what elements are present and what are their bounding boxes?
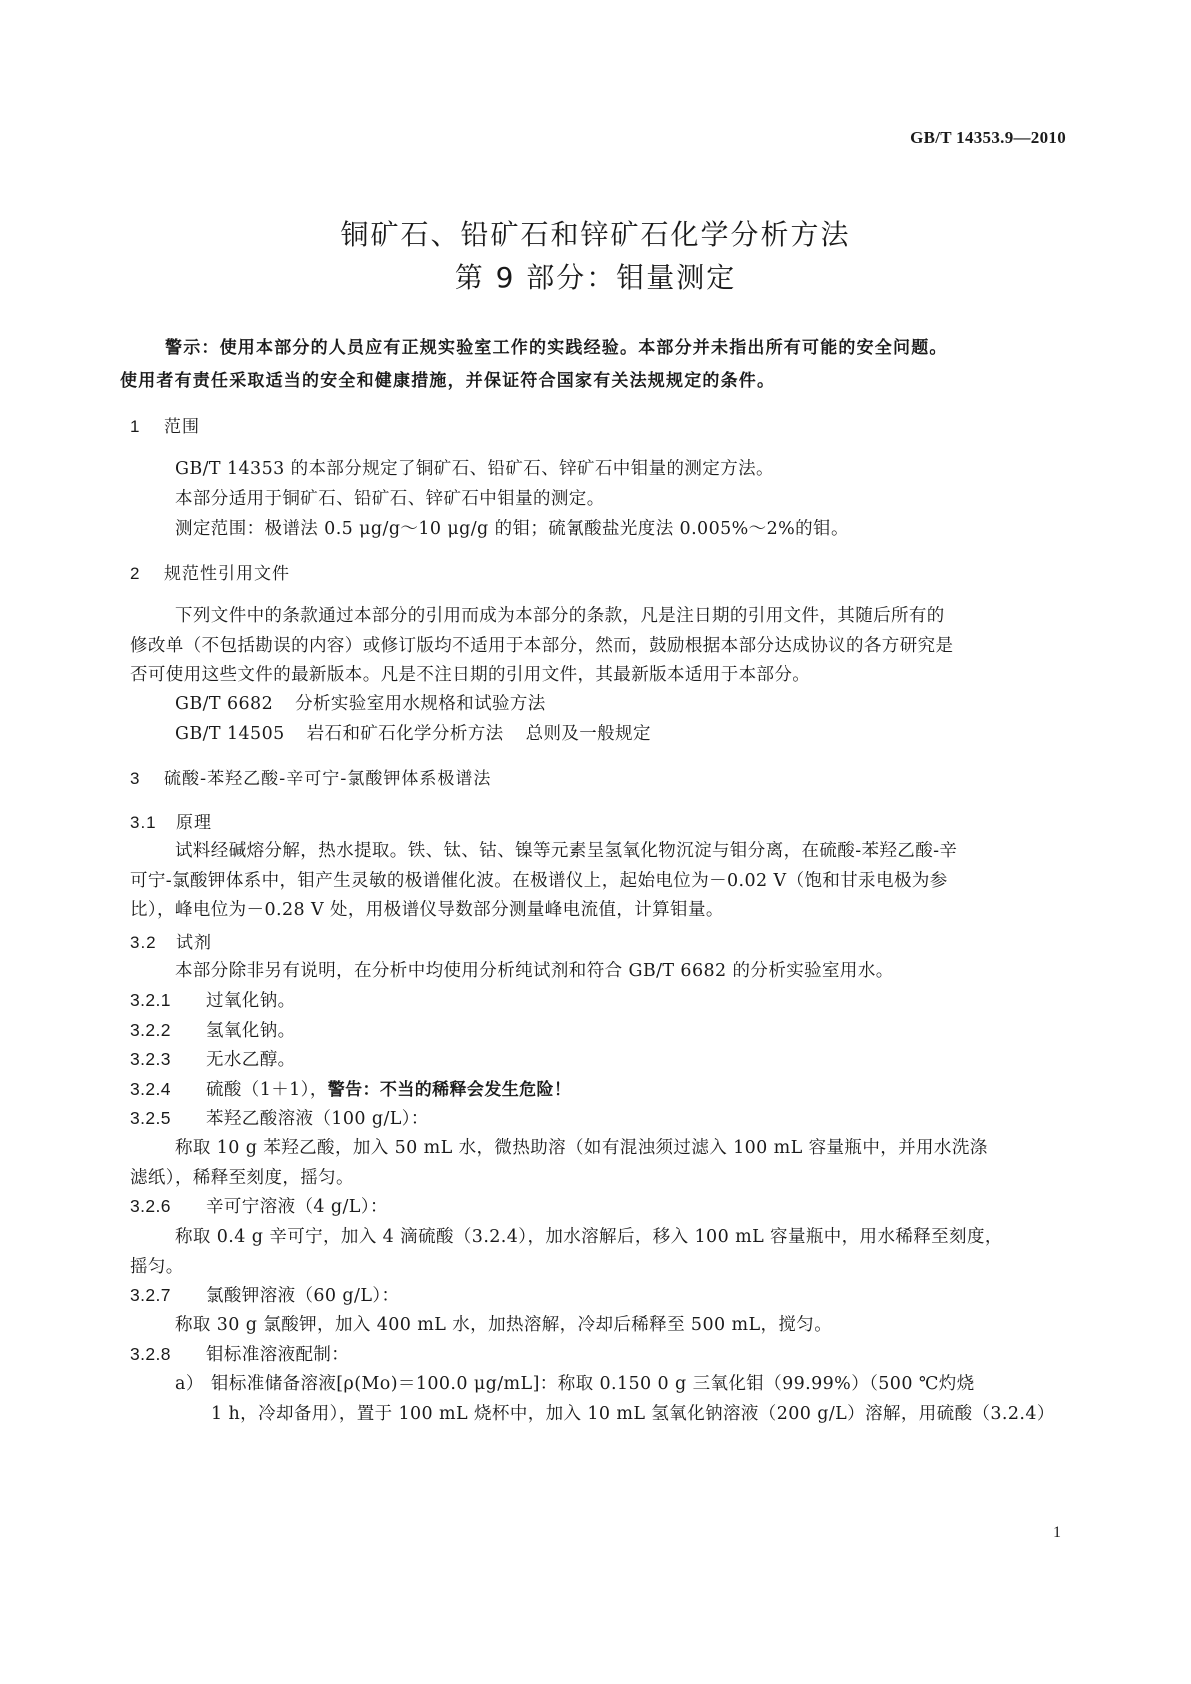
section-1-heading	[130, 412, 200, 437]
section-number: 1	[130, 417, 141, 436]
section-title: 硫酸-苯羟乙酸-辛可宁-氯酸钾体系极谱法	[164, 769, 492, 789]
paragraph: 否可使用这些文件的最新版本。凡是不注日期的引用文件，其最新版本适用于本部分。	[130, 665, 811, 685]
list-item	[175, 1370, 975, 1395]
paragraph: 试料经碱熔分解，热水提取。铁、钛、钴、镍等元素呈氢氧化物沉淀与钼分离，在硫酸-苯羟乙酸-辛	[175, 841, 958, 861]
section-title: 范围	[164, 417, 200, 437]
clause-item	[130, 987, 296, 1012]
clause-item	[130, 1075, 571, 1101]
reference-title-part2: 总则及一般规定	[525, 724, 651, 744]
standard-number: GB/T 14353.9—2010	[910, 128, 1066, 147]
clause-text: 苯羟乙酸溶液（100 g/L）：	[206, 1109, 429, 1129]
section-number: 2	[130, 564, 141, 583]
reference-code: GB/T 6682	[175, 694, 274, 714]
paragraph: 本部分除非另有说明，在分析中均使用分析纯试剂和符合 GB/T 6682 的分析实验室用水。	[175, 961, 894, 981]
reference-item	[175, 690, 546, 715]
clause-item	[130, 1046, 296, 1071]
clause-item	[130, 1105, 429, 1130]
subsection-title: 原理	[176, 813, 212, 833]
list-label: a）	[175, 1374, 204, 1394]
subsection-number: 3.2	[130, 933, 157, 952]
clause-text: 硫酸（1＋1），	[206, 1080, 328, 1100]
danger-warning: 警告：不当的稀释会发生危险！	[327, 1080, 572, 1100]
clause-number: 3.2.4	[130, 1079, 171, 1099]
section-title: 规范性引用文件	[164, 564, 290, 584]
clause-number: 3.2.2	[130, 1020, 171, 1040]
section-2-heading	[130, 559, 290, 584]
paragraph: GB/T 14353 的本部分规定了铜矿石、铅矿石、锌矿石中钼量的测定方法。	[175, 459, 774, 479]
warning-line1: 警示：使用本部分的人员应有正规实验室工作的实践经验。本部分并未指出所有可能的安全问题。	[165, 338, 948, 358]
paragraph: 可宁-氯酸钾体系中，钼产生灵敏的极谱催化波。在极谱仪上，起始电位为－0.02 V（饱和甘汞电极为参	[130, 871, 948, 891]
clause-text: 氯酸钾溶液（60 g/L）：	[206, 1286, 400, 1306]
reference-code: GB/T 14505	[175, 724, 285, 744]
clause-text: 钼标准溶液配制：	[206, 1345, 350, 1365]
clause-text: 过氧化钠。	[206, 991, 296, 1011]
clause-number: 3.2.8	[130, 1344, 171, 1364]
paragraph: 修改单（不包括勘误的内容）或修订版均不适用于本部分，然而，鼓励根据本部分达成协议的各方研究是	[130, 636, 954, 656]
paragraph: 称取 10 g 苯羟乙酸，加入 50 mL 水，微热助溶（如有混浊须过滤入 100 mL 容量瓶中，并用水洗涤	[175, 1138, 988, 1158]
paragraph: 摇匀。	[130, 1257, 184, 1277]
list-text: 钼标准储备溶液[ρ(Mo)＝100.0 μg/mL]：称取 0.150 0 g 三氧化钼（99.99%）（500 ℃灼烧	[211, 1374, 975, 1394]
section-number: 3	[130, 769, 141, 788]
reference-title: 分析实验室用水规格和试验方法	[295, 694, 546, 714]
paragraph: 比），峰电位为－0.28 V 处，用极谱仪导数部分测量峰电流值，计算钼量。	[130, 900, 724, 920]
warning-line2: 使用者有责任采取适当的安全和健康措施，并保证符合国家有关法规规定的条件。	[120, 371, 776, 391]
paragraph: 称取 0.4 g 辛可宁，加入 4 滴硫酸（3.2.4），加水溶解后，移入 100 mL 容量瓶中，用水稀释至刻度，	[175, 1227, 1003, 1247]
clause-item	[130, 1341, 349, 1366]
clause-number: 3.2.5	[130, 1108, 171, 1128]
subsection-number: 3.1	[130, 813, 157, 832]
paragraph: 测定范围：极谱法 0.5 μg/g～10 μg/g 的钼；硫氰酸盐光度法 0.005%～2%的钼。	[175, 519, 849, 539]
clause-text: 无水乙醇。	[206, 1050, 296, 1070]
clause-item	[130, 1193, 388, 1218]
clause-number: 3.2.6	[130, 1196, 171, 1216]
page-number: 1	[1053, 1524, 1061, 1541]
document-title-line1: 铜矿石、铅矿石和锌矿石化学分析方法	[340, 218, 851, 251]
clause-text: 氢氧化钠。	[206, 1021, 296, 1041]
paragraph: 本部分适用于铜矿石、铅矿石、锌矿石中钼量的测定。	[175, 489, 605, 509]
clause-number: 3.2.3	[130, 1049, 171, 1069]
clause-number: 3.2.1	[130, 990, 171, 1010]
paragraph: 下列文件中的条款通过本部分的引用而成为本部分的条款，凡是注日期的引用文件，其随后所有的	[175, 606, 945, 626]
reference-item	[175, 720, 651, 745]
subsection-title: 试剂	[176, 933, 212, 953]
section-3-heading	[130, 764, 491, 789]
clause-number: 3.2.7	[130, 1285, 171, 1305]
clause-item	[130, 1017, 296, 1042]
clause-text: 辛可宁溶液（4 g/L）：	[206, 1197, 388, 1217]
clause-item	[130, 1282, 399, 1307]
reference-title: 岩石和矿石化学分析方法	[306, 724, 504, 744]
list-item-continued: 1 h，冷却备用），置于 100 mL 烧杯中，加入 10 mL 氢氧化钠溶液（200 g/L）溶解，用硫酸（3.2.4）	[211, 1404, 1055, 1424]
document-title-line2: 第 9 部分：钼量测定	[454, 261, 737, 294]
paragraph: 滤纸），稀释至刻度，摇匀。	[130, 1168, 354, 1188]
subsection-3-1-heading	[130, 808, 212, 833]
paragraph: 称取 30 g 氯酸钾，加入 400 mL 水，加热溶解，冷却后稀释至 500 mL，搅匀。	[175, 1315, 833, 1335]
subsection-3-2-heading	[130, 928, 212, 953]
